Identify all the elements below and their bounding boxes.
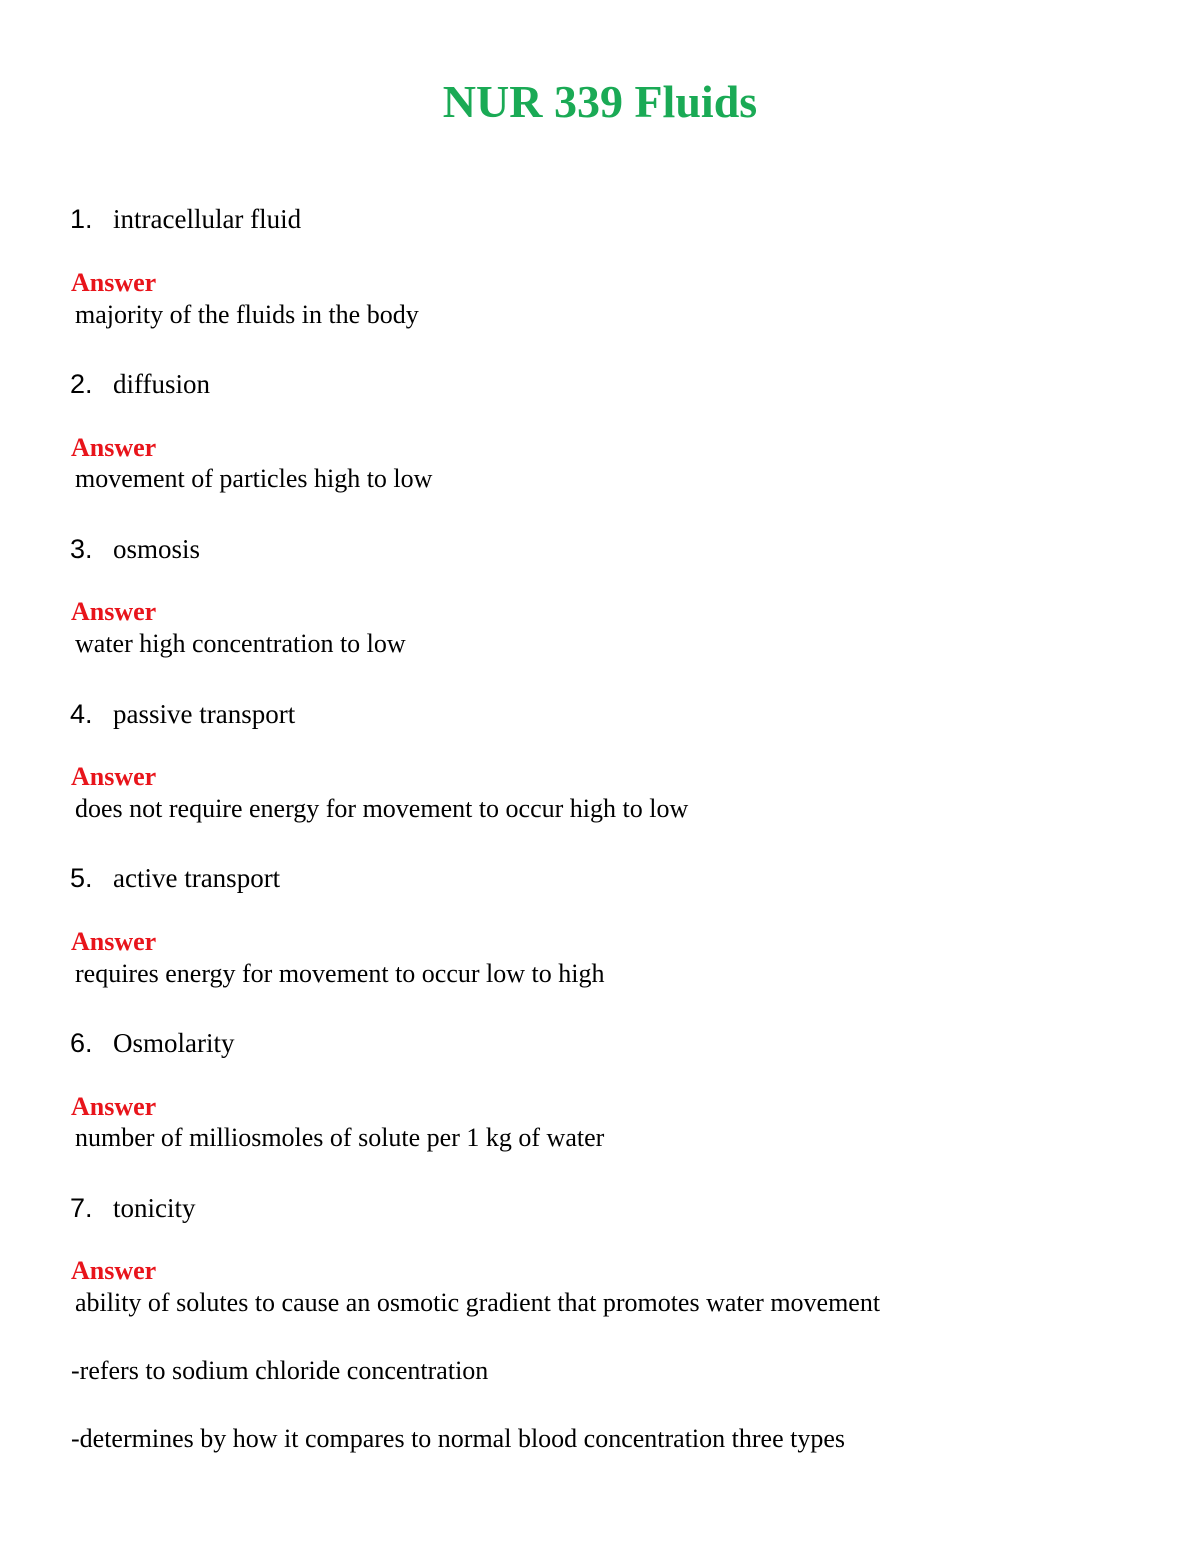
question-5 (70, 862, 280, 895)
question-number: 5. (70, 863, 93, 893)
answer-text: requires energy for movement to occur low to high (75, 959, 605, 988)
answer-label: Answer (71, 268, 157, 297)
answer-label: Answer (71, 1092, 157, 1121)
answer-label: Answer (71, 762, 157, 791)
answer-label: Answer (71, 597, 157, 626)
answer-label: Answer (71, 1256, 157, 1285)
question-term: Osmolarity (113, 1028, 235, 1058)
page-title: NUR 339 Fluids (442, 76, 758, 127)
question-number: 3. (70, 534, 93, 564)
answer-extra-line: -determines by how it compares to normal blood concentration three types (71, 1424, 845, 1453)
question-term: tonicity (113, 1193, 196, 1223)
question-term: active transport (113, 863, 281, 893)
answer-text: ability of solutes to cause an osmotic gradient that promotes water movement (75, 1288, 881, 1317)
answer-text: does not require energy for movement to occur high to low (75, 794, 689, 823)
question-number: 7. (70, 1193, 93, 1223)
answer-text: number of milliosmoles of solute per 1 kg of water (75, 1123, 605, 1152)
question-term: diffusion (113, 369, 211, 399)
question-number: 1. (70, 204, 93, 234)
answer-label: Answer (71, 433, 157, 462)
answer-text: water high concentration to low (75, 629, 406, 658)
question-7 (70, 1192, 196, 1225)
answer-text: majority of the fluids in the body (75, 300, 419, 329)
question-6 (70, 1027, 235, 1060)
question-term: intracellular fluid (113, 204, 302, 234)
answer-label: Answer (71, 927, 157, 956)
question-term: passive transport (113, 699, 296, 729)
question-number: 6. (70, 1028, 93, 1058)
question-2 (70, 368, 210, 401)
answer-text: movement of particles high to low (75, 464, 433, 493)
question-number: 4. (70, 699, 93, 729)
question-1 (70, 203, 301, 236)
question-3 (70, 533, 200, 566)
question-term: osmosis (113, 534, 201, 564)
answer-extra-line: -refers to sodium chloride concentration (71, 1356, 489, 1385)
question-4 (70, 698, 295, 731)
question-number: 2. (70, 369, 93, 399)
